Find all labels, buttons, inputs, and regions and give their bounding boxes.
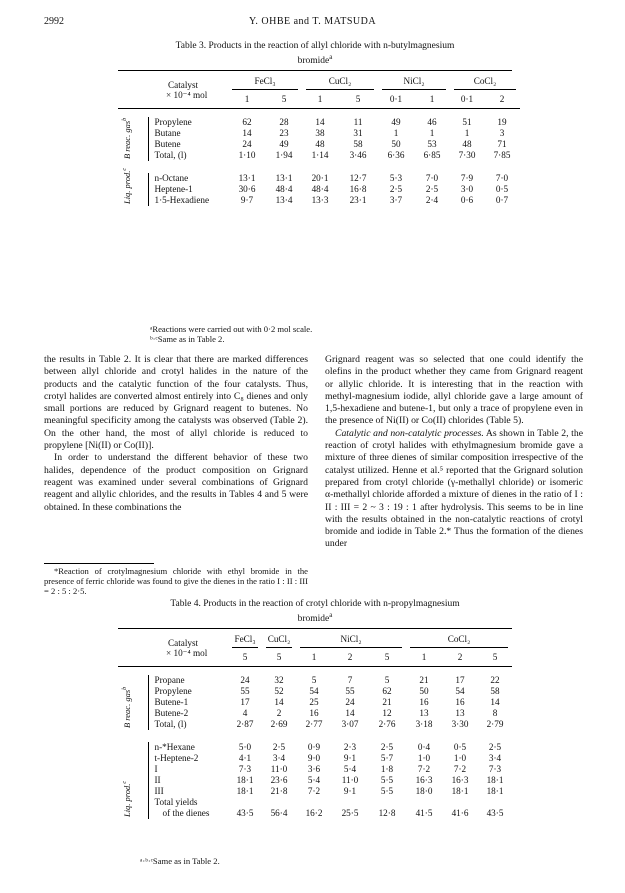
value-cell: 49 [279,139,289,150]
value-cell: 71 [497,139,507,150]
catalyst-group: NiCl₂ [403,76,425,86]
catalyst-group: CoCl₂ [447,634,471,644]
value-cell: 9·1 [343,786,357,797]
total-label: of the dienes [162,808,210,819]
section-label-text [120,168,132,204]
data-row [118,775,512,786]
value-cell: 1·94 [275,150,293,161]
spacer-cell [118,161,520,173]
table4-caption-line1: Table 4. Products in the reaction of crotyl chloride with n-propylmagnesium [170,599,460,609]
value-cell: 12·7 [349,173,367,184]
value-cell: 46 [427,117,437,128]
value-cell: 21 [382,697,392,708]
value-cell: 16·3 [415,775,433,786]
value-cell: 5·5 [380,775,394,786]
table4-caption [100,599,530,625]
amount-cell: 5 [276,652,282,663]
blank-cell [118,634,148,647]
value-cell: 2 [276,708,282,719]
value-cell: 18·1 [236,775,254,786]
value-cell: 14 [315,117,325,128]
value-cell: 8 [492,708,498,719]
table-header-row [118,634,512,647]
value-cell: 11·0 [270,764,288,775]
value-cell: 25 [309,697,319,708]
value-cell: 0·7 [495,195,509,206]
value-cell: 2·4 [425,195,439,206]
value-cell: 24 [242,139,252,150]
left-paragraph-1: the results in Table 2. It is clear that there are marked differences between allyl chloride and crotyl halides in the nature of the products and the catalytic function of the four catalysts. Thus, crotyl halides are converted almost entirely into C₈ dienes and only small portions are reduced by Grignard reagent to butenes. No meaningful specificity among the catalysts was observed (Table 2). On the other hand, the most of allyl chloride is reduced to propylene [Ni(II) or Co(II)]. [44,354,308,452]
value-cell: 55 [240,686,250,697]
value-cell: 9·0 [307,753,321,764]
section-label [118,675,148,730]
value-cell: 2·5 [380,742,394,753]
value-cell: 1·10 [238,150,256,161]
table3-caption-line1: Table 3. Products in the reaction of allyl chloride with n-butylmagnesium [175,41,455,51]
total-value: 43·5 [236,808,254,819]
value-cell: 13 [419,708,429,719]
value-cell: 54 [455,686,465,697]
value-cell: 48·4 [275,184,293,195]
unit-label: × 10⁻⁴ mol [166,648,208,659]
value-cell: 48 [315,139,325,150]
value-cell: 6·36 [387,150,405,161]
value-cell: 7·3 [488,764,502,775]
left-paragraph-2: In order to understand the different behavior of these two halides, dependence of the product composition on Grignard reagent was examined under several combinations of Grignard reagent and allylic chlorides, and the results in Tables 4 and 5 were obtained. In these combinations the [44,452,308,513]
value-cell: 18·1 [236,786,254,797]
catalyst-group: FeCl₃ [254,76,276,86]
value-cell: 51 [462,117,472,128]
value-cell: 7·0 [495,173,509,184]
amount-cell: 0·1 [460,94,474,105]
value-cell: 1 [429,128,435,139]
total-values-row [118,808,512,819]
value-cell: 23·6 [270,775,288,786]
value-cell: 49 [391,117,401,128]
blank-cell [296,797,332,808]
catalyst-label: Catalyst [168,638,199,648]
value-cell: 0·4 [417,742,431,753]
value-cell: 18·1 [486,775,504,786]
table3-note2: ᵇ·ᶜSame as in Table 2. [150,334,225,344]
data-row [118,150,520,161]
amount-cell: 5 [281,94,287,105]
value-cell: 16 [309,708,319,719]
value-cell: 14 [490,697,500,708]
right-paragraph-1: Grignard reagent was so selected that one could identify the olefins in the product whether they came from Grignard reagent or allylic chloride. It is interesting that in the reaction with methyl-magnesium iodide, allyl chloride gave a large amount of 1,5-hexadiene and butene-1, but only a trace of propylene even in the presence of Ni(II) or Co(II) chlorides (Table 5). [325,354,583,427]
amount-cell: 1 [317,94,323,105]
value-cell: 2·3 [343,742,357,753]
amount-row [118,648,512,667]
catalyst-label: Catalyst [168,80,199,90]
value-cell: 7·2 [453,764,467,775]
page-header [0,16,625,30]
value-cell: 30·6 [238,184,256,195]
table4-caption-mark: a [329,611,333,619]
section-label-mark: b [121,118,128,122]
data-row [118,697,512,708]
row-label: n-*Hexane [154,742,195,753]
blank-cell [442,797,478,808]
table3 [118,76,520,206]
value-cell: 3·4 [272,753,286,764]
value-cell: 23 [279,128,289,139]
value-cell: 24 [345,697,355,708]
amount-cell: 0·1 [389,94,403,105]
value-cell: 5·4 [307,775,321,786]
row-label: Heptene-1 [154,184,193,195]
value-cell: 7·85 [493,150,511,161]
row-label: Butene [154,139,181,150]
value-cell: 19 [497,117,507,128]
table4-caption-text2: bromide [297,614,330,625]
data-row [118,195,520,206]
value-cell: 7·2 [307,786,321,797]
data-row [118,753,512,764]
value-cell: 48 [462,139,472,150]
value-cell: 16 [455,697,465,708]
table4-notes [140,856,220,866]
catalyst-group: CoCl₂ [473,76,497,86]
table4 [118,634,512,819]
blank-cell [118,90,148,109]
value-cell: 48·4 [311,184,329,195]
row-label: 1·5-Hexadiene [154,195,210,206]
value-cell: 18·1 [451,786,469,797]
total-value: 41·6 [451,808,469,819]
catalyst-group: CuCl₂ [267,634,291,644]
section-label-name: B reac. gas [121,690,132,729]
value-cell: 2·79 [486,719,504,730]
blank-cell [118,76,148,89]
right-paragraph-2 [325,428,583,551]
value-cell: 1 [393,128,399,139]
data-row [118,184,520,195]
value-cell: 11·0 [341,775,359,786]
value-cell: 0·9 [307,742,321,753]
value-cell: 2·5 [272,742,286,753]
table4-top-rule [118,628,512,629]
amount-cell: 1 [429,94,435,105]
value-cell: 1·0 [417,753,431,764]
value-cell: 14 [345,708,355,719]
section-label-name: B reac. gas [121,121,132,160]
blank-cell [406,797,442,808]
value-cell: 54 [309,686,319,697]
data-row [118,128,520,139]
table3-caption [100,41,530,67]
table4-note1: ᵃ·ᵇ·ᶜSame as in Table 2. [140,856,220,866]
value-cell: 1·0 [453,753,467,764]
row-label: n-Octane [154,173,189,184]
value-cell: 32 [274,675,284,686]
value-cell: 18·0 [415,786,433,797]
left-footnote [44,566,308,597]
value-cell: 5 [384,675,390,686]
value-cell: 13·3 [311,195,329,206]
value-cell: 14 [242,128,252,139]
data-row [118,742,512,753]
table3-grid [118,76,520,206]
value-cell: 0·5 [495,184,509,195]
blank-cell [368,797,406,808]
section-label-text [120,781,132,817]
amount-cell: 2 [457,652,463,663]
section-label-name: Liq. prod. [121,170,132,205]
value-cell: 12 [382,708,392,719]
amount-cell: 1 [311,652,317,663]
catalyst-group: FeCl₃ [234,634,256,644]
data-row [118,719,512,730]
amount-cell: 5 [355,94,361,105]
value-cell: 50 [419,686,429,697]
data-row [118,686,512,697]
amount-cell: 1 [421,652,427,663]
value-cell: 2·77 [305,719,323,730]
total-value: 25·5 [341,808,359,819]
row-label: Butene-1 [154,697,189,708]
value-cell: 21 [419,675,429,686]
section-spacer [118,730,512,742]
table4-caption-line2 [100,610,530,625]
value-cell: 18·1 [486,786,504,797]
header-rule-row [118,109,520,118]
total-value: 16·2 [305,808,323,819]
value-cell: 16 [419,697,429,708]
data-row [118,173,520,184]
footnote-text: *Reaction of crotylmagnesium chloride with ethyl bromide in the presence of ferric chloride was found to give the dienes in the ratio I : II : III = 2 : 5 : 2·5. [44,566,308,597]
value-cell: 16·3 [451,775,469,786]
value-cell: 24 [240,675,250,686]
value-cell: 7·3 [238,764,252,775]
amount-cell: 5 [384,652,390,663]
left-column [44,354,308,514]
total-value: 12·8 [378,808,396,819]
value-cell: 13·1 [275,173,293,184]
row-label: III [154,786,164,797]
table3-top-rule [118,70,512,71]
value-cell: 9·7 [240,195,254,206]
value-cell: 3 [499,128,505,139]
value-cell: 17 [455,675,465,686]
data-row [118,708,512,719]
value-cell: 13·1 [238,173,256,184]
spacer-cell [118,730,512,742]
value-cell: 2·76 [378,719,396,730]
unit-label: × 10⁻⁴ mol [166,90,208,101]
header-rule-row [118,667,512,676]
value-cell: 3·6 [307,764,321,775]
value-cell: 3·4 [488,753,502,764]
value-cell: 3·18 [415,719,433,730]
value-cell: 0·5 [453,742,467,753]
value-cell: 3·46 [349,150,367,161]
data-row [118,117,520,128]
value-cell: 20·1 [311,173,329,184]
total-label: Total yields [154,797,198,808]
value-cell: 53 [427,139,437,150]
value-cell: 62 [382,686,392,697]
amount-cell: 5 [242,652,248,663]
blank-cell [478,797,512,808]
blank-cell [262,797,296,808]
value-cell: 5·5 [380,786,394,797]
table3-caption-text2: bromide [297,56,330,67]
value-cell: 1·14 [311,150,329,161]
value-cell: 5·4 [343,764,357,775]
data-row [118,764,512,775]
value-cell: 11 [353,117,363,128]
right-column [325,354,583,551]
page-number: 2992 [44,16,64,27]
value-cell: 22 [490,675,500,686]
value-cell: 2·5 [488,742,502,753]
value-cell: 3·07 [341,719,359,730]
total-value: 56·4 [270,808,288,819]
value-cell: 3·7 [389,195,403,206]
section-label-text [120,118,132,159]
row-label: Propylene [154,117,192,128]
section-label-mark: c [121,168,128,171]
value-cell: 7·30 [458,150,476,161]
section-label-text [120,687,132,728]
value-cell: 21·8 [270,786,288,797]
value-cell: 55 [345,686,355,697]
section-label [118,742,148,819]
value-cell: 62 [242,117,252,128]
value-cell: 0·6 [460,195,474,206]
value-cell: 3·0 [460,184,474,195]
value-cell: 4·1 [238,753,252,764]
section-label-name: Liq. prod. [121,783,132,818]
value-cell: 2·5 [389,184,403,195]
value-cell: 5 [311,675,317,686]
amount-row [118,90,520,109]
value-cell: 7·9 [460,173,474,184]
value-cell: 5·0 [238,742,252,753]
section-label [118,117,148,161]
amount-cell: 2 [499,94,505,105]
row-label: Butene-2 [154,708,189,719]
value-cell: 5·7 [380,753,394,764]
data-row [118,139,520,150]
section-label-mark: b [121,687,128,691]
row-label: Butane [154,128,181,139]
header-rule-cell [118,667,512,676]
value-cell: 52 [274,686,284,697]
blank-cell [228,797,262,808]
table4-grid [118,634,512,819]
value-cell: 1 [464,128,470,139]
section-spacer [118,161,520,173]
section-label [118,168,148,206]
value-cell: 31 [353,128,363,139]
value-cell: 2·5 [425,184,439,195]
data-row [118,675,512,686]
value-cell: 9·1 [343,753,357,764]
footnote-rule [44,563,154,564]
value-cell: 23·1 [349,195,367,206]
value-cell: 38 [315,128,325,139]
value-cell: 58 [353,139,363,150]
row-label: Propane [154,675,185,686]
value-cell: 7 [347,675,353,686]
row-label: Total, (l) [154,719,187,730]
row-label: I [154,764,158,775]
row-label: II [154,775,161,786]
value-cell: 3·30 [451,719,469,730]
running-title: Y. OHBE and T. MATSUDA [248,16,377,27]
table3-caption-mark: a [329,53,333,61]
value-cell: 16·8 [349,184,367,195]
amount-cell: 2 [347,652,353,663]
value-cell: 17 [240,697,250,708]
blank-cell [118,648,148,667]
value-cell: 7·2 [417,764,431,775]
amount-cell: 5 [492,652,498,663]
value-cell: 1·8 [380,764,394,775]
table-header-row [118,76,520,89]
total-label-row [118,797,512,808]
value-cell: 13·4 [275,195,293,206]
value-cell: 14 [274,697,284,708]
catalyst-group: NiCl₂ [340,634,362,644]
total-value: 41·5 [415,808,433,819]
table3-caption-line2 [100,52,530,67]
section-heading: Catalytic and non-catalytic processes. [335,427,484,439]
value-cell: 50 [391,139,401,150]
header-rule-cell [118,109,520,118]
amount-cell: 1 [244,94,250,105]
right-paragraph-2-text: As shown in Table 2, the reaction of crotyl halides with ethylmagnesium bromide gave a mixture of three dienes of similar composition irrespective of the catalyst utilized. Henne et al.⁵ reported that the Grignard solution prepared from crotyl chloride (γ-methallyl chloride) or isomeric α-methallyl chloride afforded a mixture of dienes in the ratio of I : II : III = 2 ~ 3 : 19 : 1 after hydrolysis. This seems to be in line with the results obtained in the non-catalytic reactions of crotyl bromide and iodide in Table 2.* Thus the formation of the dienes under [325,427,583,550]
value-cell: 28 [279,117,289,128]
total-value: 43·5 [486,808,504,819]
value-cell: 7·0 [425,173,439,184]
data-row [118,786,512,797]
value-cell: 13 [455,708,465,719]
value-cell: 2·69 [270,719,288,730]
table3-note1: ᵃReactions were carried out with 0·2 mol scale. [150,324,313,334]
section-label-mark: c [121,781,128,784]
value-cell: 2·87 [236,719,254,730]
table3-notes [150,324,312,344]
value-cell: 4 [242,708,248,719]
row-label: Total, (l) [154,150,187,161]
value-cell: 6·85 [423,150,441,161]
value-cell: 58 [490,686,500,697]
row-label: Propylene [154,686,192,697]
value-cell: 5·3 [389,173,403,184]
row-label: t-Heptene-2 [154,753,199,764]
blank-cell [332,797,368,808]
catalyst-group: CuCl₂ [328,76,352,86]
